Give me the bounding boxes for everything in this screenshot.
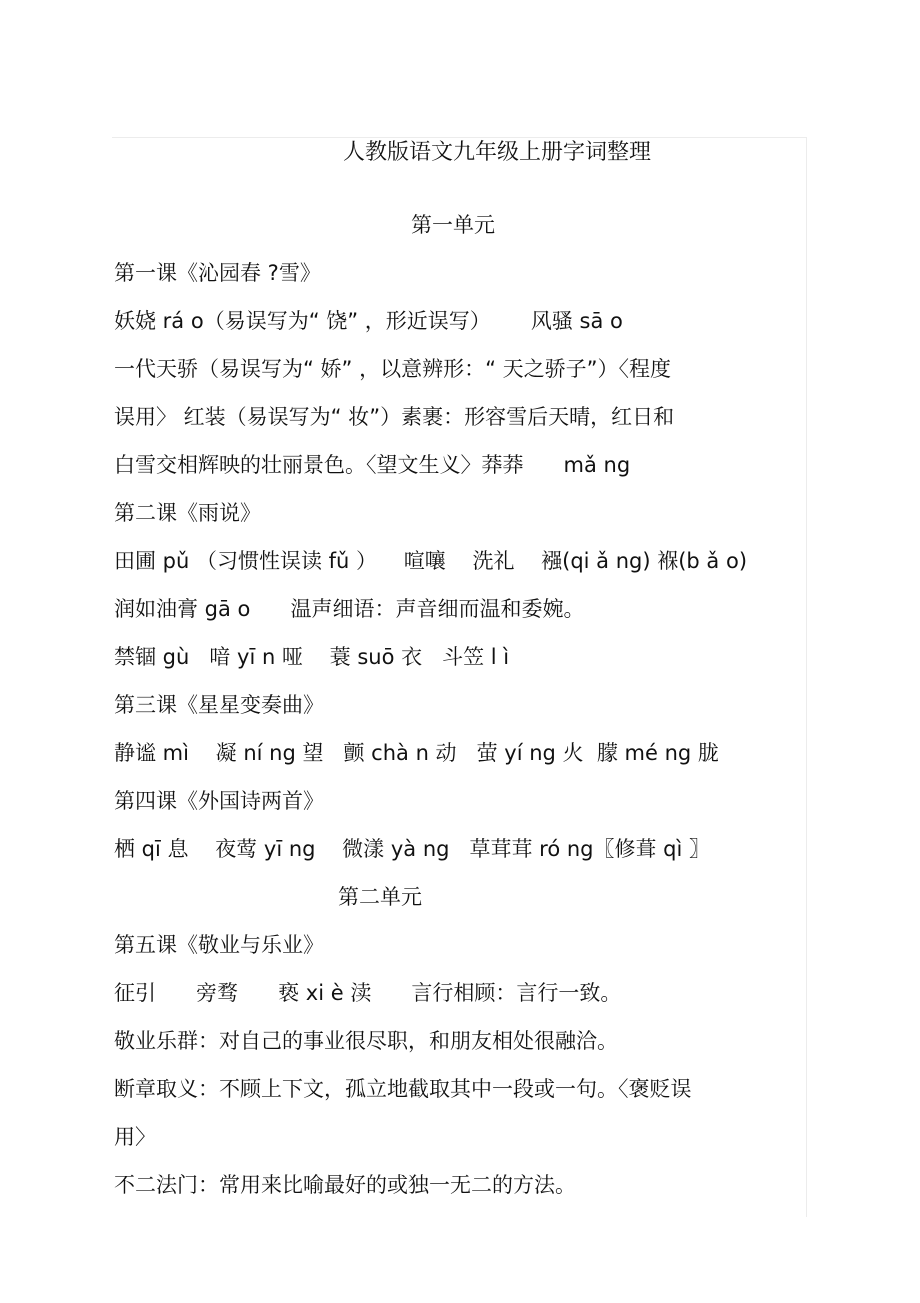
- text-line-8: 静谧 mì 凝 ní ng 望 颤 chà n 动 萤 yí ng 火 朦 mé ng 胧: [114, 741, 719, 765]
- text-line-4: 白雪交相辉映的壮丽景色。〈望文生义〉莽莽 mǎ ng: [114, 453, 631, 477]
- unit-heading-1: 第一单元: [411, 213, 495, 237]
- text-line-1: 妖娆 rá o（易误写为“ 饶” ，形近误写） 风骚 sā o: [114, 309, 623, 333]
- text-line-7: 禁锢 gù 喑 yī n 哑 蓑 suō 衣 斗笠 l ì: [114, 645, 510, 669]
- page-border-right: [806, 137, 807, 1217]
- lesson-heading-1: 第一课《沁园春 ?雪》: [114, 261, 321, 285]
- lesson-heading-5: 第五课《敬业与乐业》: [114, 933, 324, 957]
- lesson-heading-3: 第三课《星星变奏曲》: [114, 693, 324, 717]
- text-line-5: 田圃 pǔ （习惯性误读 fǔ ） 喧嚷 洗礼 襁(qi ǎ ng) 褓(b ǎ o): [114, 549, 748, 573]
- text-line-13: 用〉: [114, 1125, 156, 1149]
- lesson-heading-4: 第四课《外国诗两首》: [114, 789, 324, 813]
- text-line-2: 一代天骄（易误写为“ 娇” ，以意辨形：“ 天之骄子”）〈程度: [114, 357, 672, 381]
- text-line-10: 征引 旁骛 亵 xi è 渎 言行相顾：言行一致。: [114, 981, 622, 1005]
- text-line-6: 润如油膏 gā o 温声细语：声音细而温和委婉。: [114, 597, 585, 621]
- text-line-3: 误用〉 红装（易误写为“ 妆”）素裹：形容雪后天晴，红日和: [114, 405, 675, 429]
- text-line-9: 栖 qī 息 夜莺 yī ng 微漾 yà ng 草茸茸 ró ng〖修葺 qì 〗: [114, 837, 711, 861]
- lesson-heading-2: 第二课《雨说》: [114, 501, 261, 525]
- text-line-14: 不二法门：常用来比喻最好的或独一无二的方法。: [114, 1173, 576, 1197]
- text-line-11: 敬业乐群：对自己的事业很尽职，和朋友相处很融洽。: [114, 1029, 618, 1053]
- unit-heading-2: 第二单元: [338, 885, 422, 909]
- text-line-12: 断章取义：不顾上下文，孤立地截取其中一段或一句。〈褒贬误: [114, 1077, 692, 1101]
- document-title: 人教版语文九年级上册字词整理: [343, 140, 652, 165]
